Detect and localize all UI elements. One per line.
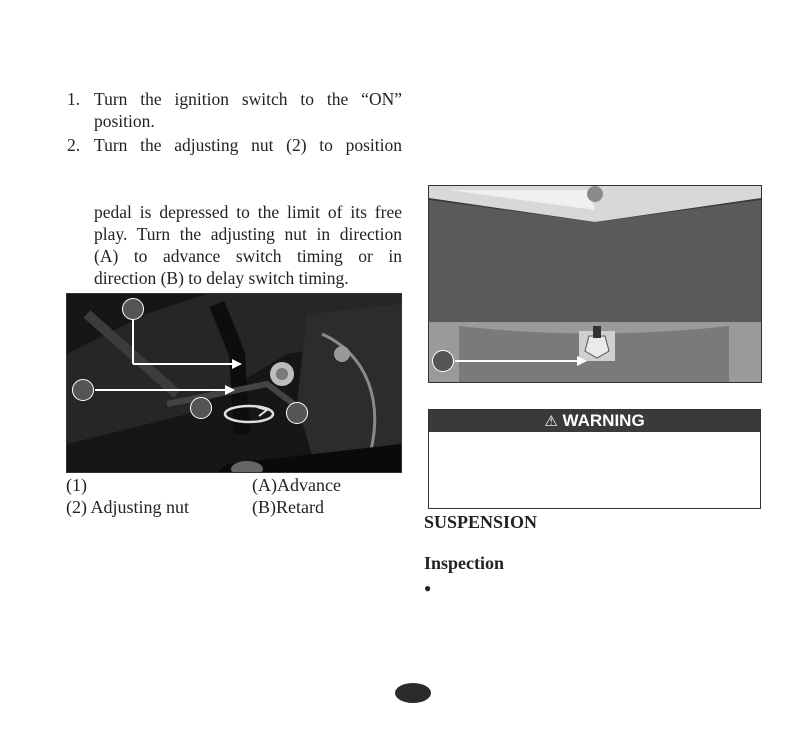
step-text [94,88,402,132]
caption-2: (2) Adjusting nut [66,497,190,517]
step-2 [67,134,402,288]
step-line: direction (B) to delay switch timing. [94,268,349,288]
step-line: pedal is depressed to the limit of its free [94,202,402,222]
caption-1: (1) [66,475,87,495]
step-line: Turn the ignition switch to the “ON” [94,89,402,109]
step-number: 2. [67,135,81,155]
callout-2 [72,379,94,401]
step-1 [67,88,402,132]
step-text [94,134,402,289]
callout-a [190,397,212,419]
caption-a: (A)Advance [252,475,341,495]
warning-label: WARNING [562,411,645,430]
caption-b: (B)Retard [252,497,324,517]
headlight-illustration [429,186,761,382]
step-line: (A) to advance switch timing or in [94,246,402,266]
page-number-oval [395,683,431,703]
callout-1 [432,350,454,372]
callout-b [286,402,308,424]
warning-triangle-icon: ⚠ [544,413,558,430]
step-line: play. Turn the adjusting nut in direction [94,224,402,244]
warning-box [428,409,761,509]
step-number: 1. [67,89,81,109]
adjusting-nut-photo [66,293,402,473]
subsection-heading: Inspection [424,553,505,573]
section-heading: SUSPENSION [424,512,538,532]
step-line: Turn the adjusting nut (2) to position [94,135,402,155]
warning-header [429,410,760,432]
headlight-photo [428,185,762,383]
bullet: ● [424,581,432,595]
callout-1 [122,298,144,320]
step-line: position. [94,111,155,131]
engine-illustration [67,294,401,472]
